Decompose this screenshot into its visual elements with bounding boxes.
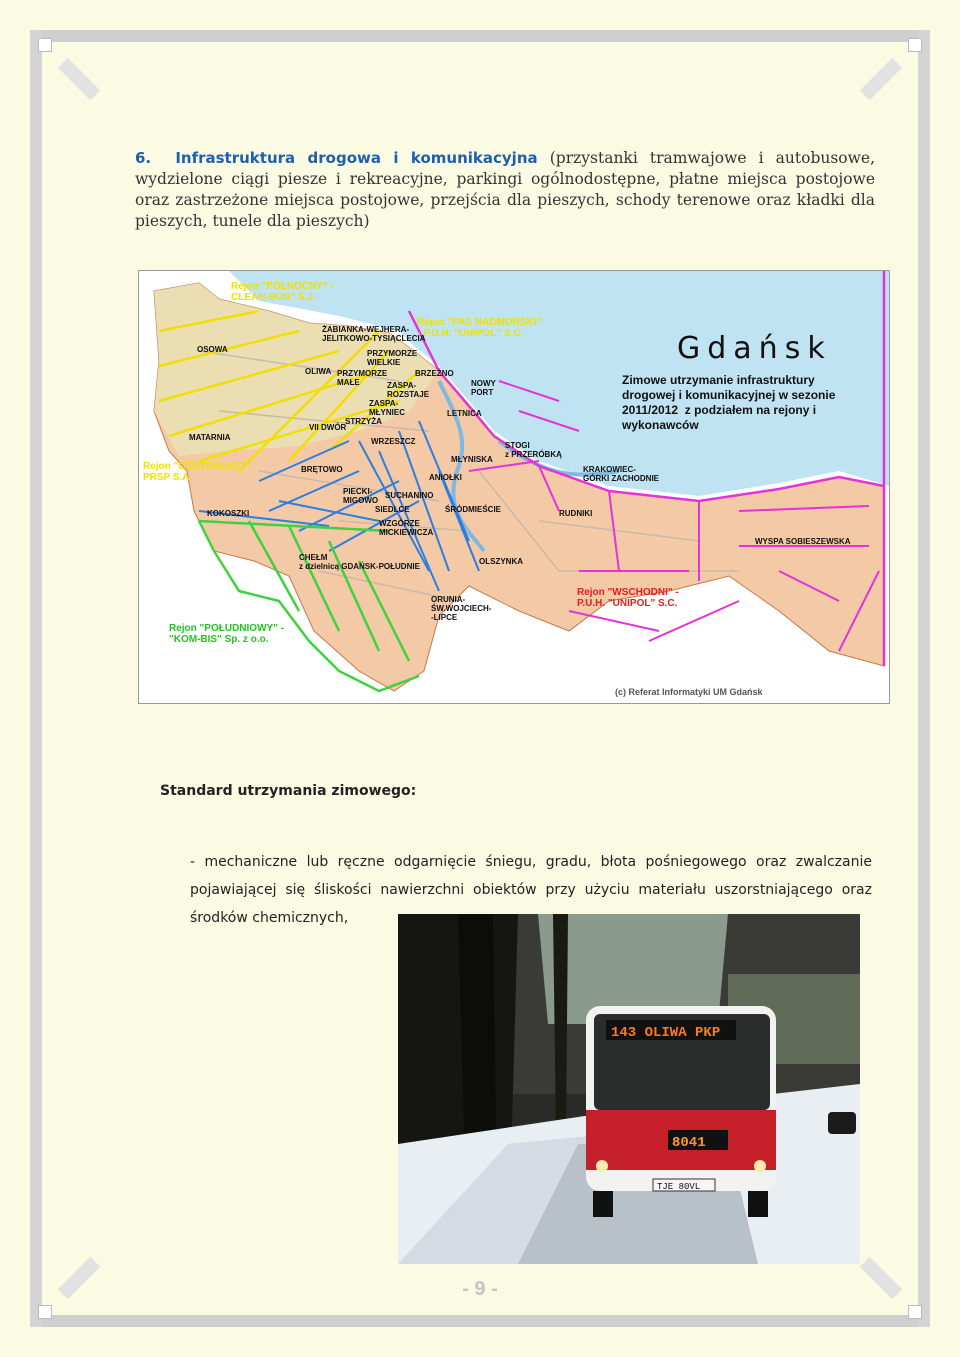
district-label: ZASPA- MŁYNIEC (369, 399, 405, 417)
region-east-label: Rejon "WSCHODNI" - P.U.H. "UNIPOL" S.C. (577, 587, 679, 609)
district-label: ZASPA- ROZSTAJE (387, 381, 430, 399)
corner-ornament (38, 1305, 52, 1319)
corner-ornament (908, 1305, 922, 1319)
district-label: OLIWA (305, 367, 332, 376)
district-label: WZGÓRZE MICKIEWICZA (379, 519, 434, 537)
bus-plate: TJE 80VL (657, 1182, 701, 1192)
district-label: ŻABIANKA-WEJHERA- JELITKOWO-TYSIĄCLECIA (322, 325, 426, 343)
gdansk-map (138, 270, 890, 704)
district-label: LETNICA (447, 409, 482, 418)
district-label: ANIOŁKI (429, 473, 462, 482)
district-label: PRZYMORZE WIELKIE (367, 349, 418, 367)
district-label: BRĘTOWO (301, 465, 343, 474)
standard-heading: Standard utrzymania zimowego: (160, 783, 417, 799)
region-central-label: Rejon "CENTRALNY" - PRSP S.A. (143, 461, 251, 483)
page-border-left (30, 30, 42, 1327)
district-label: PIECKI- MIGOWO (343, 487, 379, 505)
corner-ornament (908, 38, 922, 52)
district-label: ŚRÓDMIEŚCIE (445, 505, 502, 514)
section-heading (135, 148, 875, 232)
corner-ornament (860, 58, 902, 100)
district-label: VII DWÓR (309, 423, 347, 432)
district-label: MATARNIA (189, 433, 231, 442)
page-border-right (918, 30, 930, 1327)
bus-number: 8041 (672, 1135, 706, 1151)
page-border-top (30, 30, 930, 42)
district-label: WRZESZCZ (371, 437, 416, 446)
region-north-label: Rejon "PÓŁNOCNY" - CLEAN-BUD" S.J. (231, 281, 334, 303)
district-label: BRZEŹNO (415, 369, 454, 378)
district-label: RUDNIKI (559, 509, 593, 518)
district-label: KRAKOWIEC- GÓRKI ZACHODNIE (583, 465, 659, 483)
map-subtitle: Zimowe utrzymanie infrastruktury drogowej i komunikacyjnej w sezonie 2011/2012 z podziałem na rejony i wykonawców (622, 373, 836, 432)
standard-paragraph: - mechaniczne lub ręczne odgarnięcie śniegu, gradu, błota pośniegowego oraz zwalczanie pojawiającej się śliskości nawierzchni obiektów przy użyciu materiału uszorstniającego oraz środków chemicznych, (190, 854, 872, 926)
page-border-bottom (30, 1315, 930, 1327)
map-copyright: (c) Referat Informatyki UM Gdańsk (615, 687, 763, 697)
section-title: Infrastruktura drogowa i komunikacyjna (175, 149, 538, 167)
district-label: NOWY PORT (471, 379, 496, 397)
section-description: (przystanki tramwajowe i autobusowe, wydzielone ciągi piesze i rekreacyjne, parkingi ogólnodostępne, płatne miejsca postojowe oraz zastrzeżone miejsca postojowe, przejścia dla pieszych, schody terenowe oraz kładki dla pieszych, tunele dla pieszych) (135, 149, 875, 230)
map-title: Gdańsk (677, 331, 832, 366)
district-label: STRZYŻA (345, 417, 382, 426)
district-label: MŁYNISKA (451, 455, 493, 464)
district-label: SUCHANINO (385, 491, 434, 500)
district-label: OSOWA (197, 345, 228, 354)
district-label: PRZYMORZE MAŁE (337, 369, 388, 387)
section-number: 6. (135, 149, 152, 167)
bus-photo (398, 914, 860, 1264)
district-label: ORUNIA- ŚW.WOJCIECH- -LIPCE (431, 595, 492, 622)
corner-ornament (58, 58, 100, 100)
district-label: WYSPA SOBIESZEWSKA (755, 537, 851, 546)
district-label: SIEDLCE (375, 505, 410, 514)
region-sea-label: Rejon "PAS NADMORSKI" - P.U.H. "UNIPOL" S.C. (417, 317, 542, 339)
district-label: KOKOSZKI (207, 509, 250, 518)
bus-destination-sign: 143 OLIWA PKP (611, 1025, 721, 1041)
corner-ornament (38, 38, 52, 52)
district-label: STOGI z PRZERÓBKĄ (505, 441, 562, 459)
region-south-label: Rejon "POŁUDNIOWY" - "KOM-BIS" Sp. z o.o. (169, 623, 285, 645)
district-label: OLSZYNKA (479, 557, 523, 566)
page-number: - 9 - (462, 1278, 498, 1300)
district-label: CHEŁM z dzielnicą GDAŃSK-POŁUDNIE (299, 553, 420, 571)
